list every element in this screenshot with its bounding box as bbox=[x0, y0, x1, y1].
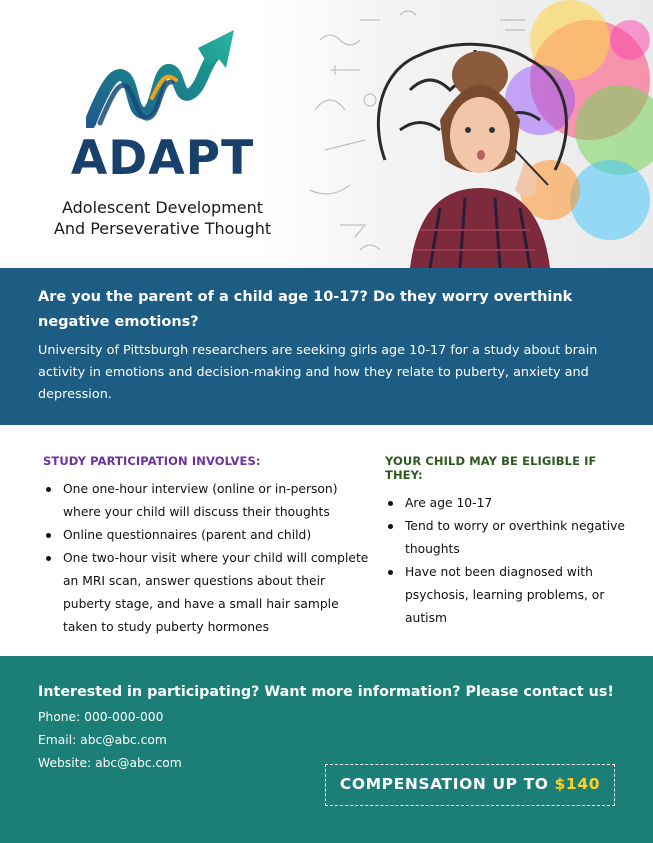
details-section bbox=[0, 425, 653, 656]
contact-section bbox=[0, 656, 653, 843]
eligibility-column bbox=[385, 454, 635, 630]
contact-website: Website: abc@abc.com bbox=[38, 756, 182, 770]
adapt-logo-icon bbox=[86, 28, 236, 128]
tagline-line-2: And Perseverative Thought bbox=[53, 219, 272, 238]
contact-title: Interested in participating? Want more information? Please contact us! bbox=[38, 684, 614, 700]
compensation-amount: $140 bbox=[554, 775, 601, 793]
participation-heading: STUDY PARTICIPATION INVOLVES: bbox=[43, 454, 261, 468]
eligibility-heading: YOUR CHILD MAY BE ELIGIBLE IF THEY: bbox=[385, 454, 597, 482]
intro-body: University of Pittsburgh researchers are seeking girls age 10-17 for a study about brain activity in emotions and decision-making and how they relate to puberty, anxiety and depression. bbox=[38, 343, 598, 402]
list-item: Are age 10-17 bbox=[405, 492, 635, 515]
contact-email: Email: abc@abc.com bbox=[38, 733, 167, 747]
list-item: Tend to worry or overthink negative thoughts bbox=[405, 515, 635, 561]
girl-thinking-illustration bbox=[300, 0, 653, 268]
intro-section bbox=[0, 268, 653, 425]
list-item: Have not been diagnosed with psychosis, learning problems, or autism bbox=[405, 561, 635, 630]
participation-column bbox=[43, 454, 373, 639]
list-item: Online questionnaires (parent and child) bbox=[63, 524, 373, 547]
tagline bbox=[0, 197, 325, 239]
participation-list bbox=[43, 478, 373, 639]
list-item: One one-hour interview (online or in-person) where your child will discuss their thoughts bbox=[63, 478, 373, 524]
brand-name: ADAPT bbox=[70, 131, 255, 186]
intro-question: Are you the parent of a child age 10-17? Do they worry overthink negative emotions? bbox=[38, 289, 573, 330]
compensation-label: COMPENSATION UP TO bbox=[339, 775, 555, 793]
tagline-line-1: Adolescent Development bbox=[61, 198, 264, 217]
contact-phone: Phone: 000-000-000 bbox=[38, 710, 164, 724]
header bbox=[0, 0, 653, 268]
compensation-box bbox=[325, 764, 615, 806]
list-item: One two-hour visit where your child will complete an MRI scan, answer questions about their puberty stage, and have a small hair sample taken to study puberty hormones bbox=[63, 547, 373, 639]
eligibility-list bbox=[385, 492, 635, 630]
